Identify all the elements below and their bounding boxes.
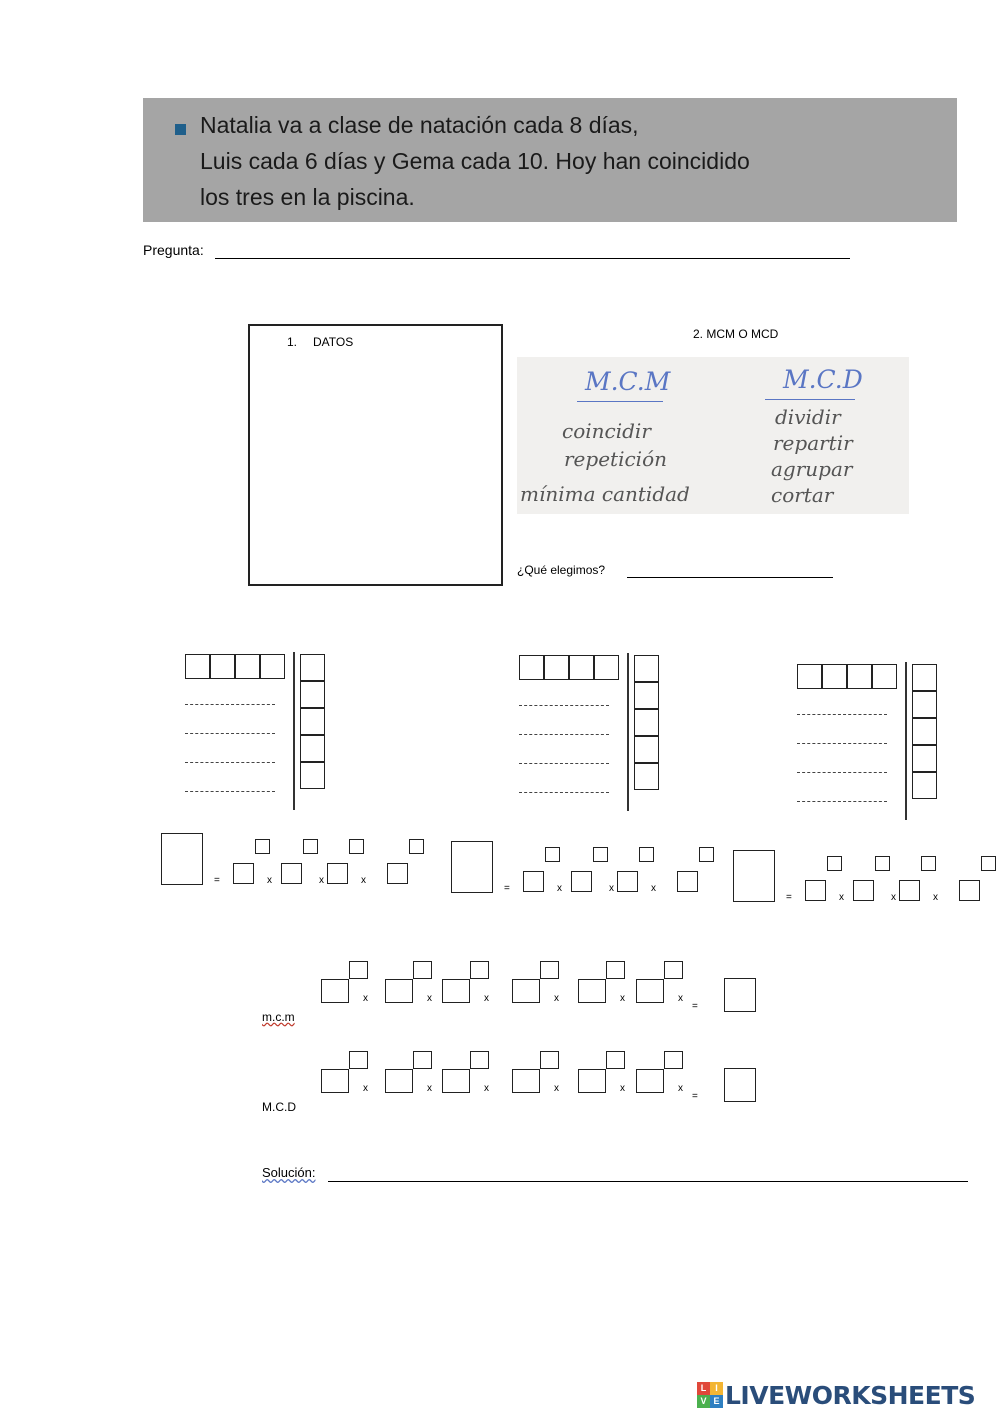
bullet-icon <box>175 124 186 135</box>
question-label: Pregunta: <box>143 242 204 258</box>
factor-box[interactable] <box>442 1069 470 1093</box>
quotient-line[interactable] <box>797 714 887 715</box>
times-sign: x <box>484 1083 489 1094</box>
times-sign: x <box>267 875 272 886</box>
question-answer-line[interactable] <box>215 258 850 259</box>
equals-sign: = <box>692 1091 698 1102</box>
times-sign: x <box>651 883 656 894</box>
divisor-box[interactable] <box>912 691 937 718</box>
factor-box[interactable] <box>853 880 874 901</box>
factor-box[interactable] <box>385 979 413 1003</box>
brand-icon: L I V E <box>697 1382 723 1408</box>
times-sign: x <box>933 892 938 903</box>
exponent-box[interactable] <box>470 961 489 979</box>
times-sign: x <box>678 993 683 1004</box>
number-box[interactable] <box>161 833 203 885</box>
divisor-box[interactable] <box>300 735 325 762</box>
problem-line-3: los tres en la piscina. <box>200 184 415 210</box>
times-sign: x <box>484 993 489 1004</box>
factor-box[interactable] <box>512 979 540 1003</box>
solution-answer-line[interactable] <box>328 1181 968 1182</box>
exponent-box[interactable] <box>545 847 560 862</box>
exponent-box[interactable] <box>349 961 368 979</box>
brand-logo <box>697 1379 975 1411</box>
times-sign: x <box>620 993 625 1004</box>
factor-box[interactable] <box>321 979 349 1003</box>
divisor-box[interactable] <box>912 745 937 772</box>
digit-box[interactable] <box>822 664 847 689</box>
divisor-box[interactable] <box>634 655 659 682</box>
digit-box[interactable] <box>544 655 569 680</box>
divisor-box[interactable] <box>634 736 659 763</box>
digit-box[interactable] <box>210 654 235 679</box>
times-sign: x <box>363 1083 368 1094</box>
times-sign: x <box>557 883 562 894</box>
datos-title: DATOS <box>313 335 354 349</box>
equals-sign: = <box>692 1001 698 1012</box>
factor-box[interactable] <box>385 1069 413 1093</box>
datos-number: 1. <box>287 335 298 349</box>
times-sign: x <box>427 993 432 1004</box>
divisor-box[interactable] <box>912 664 937 691</box>
factor-box[interactable] <box>321 1069 349 1093</box>
exponent-box[interactable] <box>664 1051 683 1069</box>
digit-box[interactable] <box>872 664 897 689</box>
quotient-line[interactable] <box>185 762 275 763</box>
digit-box[interactable] <box>185 654 210 679</box>
mcm-label: m.c.m <box>262 1010 295 1024</box>
divisor-box[interactable] <box>300 708 325 735</box>
divisor-box[interactable] <box>634 763 659 790</box>
exponent-box[interactable] <box>827 856 842 871</box>
factor-box[interactable] <box>636 1069 664 1093</box>
exponent-box[interactable] <box>413 1051 432 1069</box>
times-sign: x <box>427 1083 432 1094</box>
factor-box[interactable] <box>523 871 544 892</box>
quotient-line[interactable] <box>519 734 609 735</box>
digit-box[interactable] <box>847 664 872 689</box>
equals-sign: = <box>504 883 510 894</box>
times-sign: x <box>363 993 368 1004</box>
divisor-box[interactable] <box>634 709 659 736</box>
digit-box[interactable] <box>519 655 544 680</box>
choose-label: ¿Qué elegimos? <box>517 563 606 577</box>
digit-box[interactable] <box>594 655 619 680</box>
quotient-line[interactable] <box>519 763 609 764</box>
exponent-box[interactable] <box>699 847 714 862</box>
divider-line <box>293 652 295 810</box>
quotient-line[interactable] <box>185 733 275 734</box>
times-sign: x <box>609 883 614 894</box>
divisor-box[interactable] <box>300 681 325 708</box>
factor-box[interactable] <box>233 863 254 884</box>
factor-box[interactable] <box>571 871 592 892</box>
problem-banner <box>143 98 957 222</box>
digit-box[interactable] <box>260 654 285 679</box>
solution-label: Solución: <box>262 1165 316 1180</box>
factor-box[interactable] <box>636 979 664 1003</box>
result-box[interactable] <box>724 1068 756 1102</box>
times-sign: x <box>554 993 559 1004</box>
exponent-box[interactable] <box>921 856 936 871</box>
mcd-heading: M.C.D <box>783 365 863 394</box>
digit-box[interactable] <box>569 655 594 680</box>
exponent-box[interactable] <box>639 847 654 862</box>
quotient-line[interactable] <box>519 792 609 793</box>
quotient-line[interactable] <box>185 704 275 705</box>
quotient-line[interactable] <box>519 705 609 706</box>
factor-box[interactable] <box>959 880 980 901</box>
mcm-heading: M.C.M <box>585 367 671 396</box>
exponent-box[interactable] <box>349 1051 368 1069</box>
divisor-box[interactable] <box>634 682 659 709</box>
exponent-box[interactable] <box>303 839 318 854</box>
brand-name: LIVEWORKSHEETS <box>725 1380 976 1410</box>
factor-box[interactable] <box>578 1069 606 1093</box>
divisor-box[interactable] <box>300 762 325 789</box>
divider-line <box>627 653 629 811</box>
exponent-box[interactable] <box>540 1051 559 1069</box>
problem-line-2: Luis cada 6 días y Gema cada 10. Hoy han coincidido <box>200 148 750 174</box>
times-sign: x <box>678 1083 683 1094</box>
factor-box[interactable] <box>617 871 638 892</box>
exponent-box[interactable] <box>981 856 996 871</box>
choose-answer-line[interactable] <box>627 577 833 578</box>
mcd-underline <box>765 399 855 400</box>
mcm-underline <box>577 401 663 402</box>
divisor-box[interactable] <box>300 654 325 681</box>
exponent-box[interactable] <box>540 961 559 979</box>
result-box[interactable] <box>724 978 756 1012</box>
exponent-box[interactable] <box>413 961 432 979</box>
exponent-box[interactable] <box>606 961 625 979</box>
mcd-label: M.C.D <box>262 1100 296 1114</box>
exponent-box[interactable] <box>606 1051 625 1069</box>
mcd-word-2: repartir <box>773 431 853 455</box>
problem-line-1: Natalia va a clase de natación cada 8 días, <box>200 112 639 138</box>
factor-box[interactable] <box>578 979 606 1003</box>
factor-box[interactable] <box>327 863 348 884</box>
factor-box[interactable] <box>805 880 826 901</box>
step2-title: 2. MCM O MCD <box>693 327 779 341</box>
divisor-box[interactable] <box>912 718 937 745</box>
exponent-box[interactable] <box>593 847 608 862</box>
mcd-word-3: agrupar <box>771 457 853 481</box>
mcm-mcd-image <box>517 357 909 514</box>
number-box[interactable] <box>451 841 493 893</box>
exponent-box[interactable] <box>409 839 424 854</box>
factor-box[interactable] <box>512 1069 540 1093</box>
factor-box[interactable] <box>899 880 920 901</box>
mcd-word-4: cortar <box>771 483 834 507</box>
divider-line <box>905 662 907 820</box>
exponent-box[interactable] <box>470 1051 489 1069</box>
factor-box[interactable] <box>387 863 408 884</box>
exponent-box[interactable] <box>664 961 683 979</box>
times-sign: x <box>361 875 366 886</box>
mcm-word-1: coincidir <box>562 419 651 443</box>
number-box[interactable] <box>733 850 775 902</box>
equals-sign: = <box>786 892 792 903</box>
times-sign: x <box>554 1083 559 1094</box>
times-sign: x <box>839 892 844 903</box>
times-sign: x <box>620 1083 625 1094</box>
quotient-line[interactable] <box>797 772 887 773</box>
times-sign: x <box>891 892 896 903</box>
quotient-line[interactable] <box>185 791 275 792</box>
quotient-line[interactable] <box>797 801 887 802</box>
exponent-box[interactable] <box>255 839 270 854</box>
equals-sign: = <box>214 875 220 886</box>
factor-box[interactable] <box>442 979 470 1003</box>
datos-box[interactable] <box>248 324 503 586</box>
exponent-box[interactable] <box>349 839 364 854</box>
mcm-word-3: mínima cantidad <box>520 482 690 506</box>
factor-box[interactable] <box>677 871 698 892</box>
divisor-box[interactable] <box>912 772 937 799</box>
mcm-word-2: repetición <box>564 447 667 471</box>
digit-box[interactable] <box>235 654 260 679</box>
quotient-line[interactable] <box>797 743 887 744</box>
factor-box[interactable] <box>281 863 302 884</box>
mcd-word-1: dividir <box>775 405 841 429</box>
times-sign: x <box>319 875 324 886</box>
digit-box[interactable] <box>797 664 822 689</box>
exponent-box[interactable] <box>875 856 890 871</box>
